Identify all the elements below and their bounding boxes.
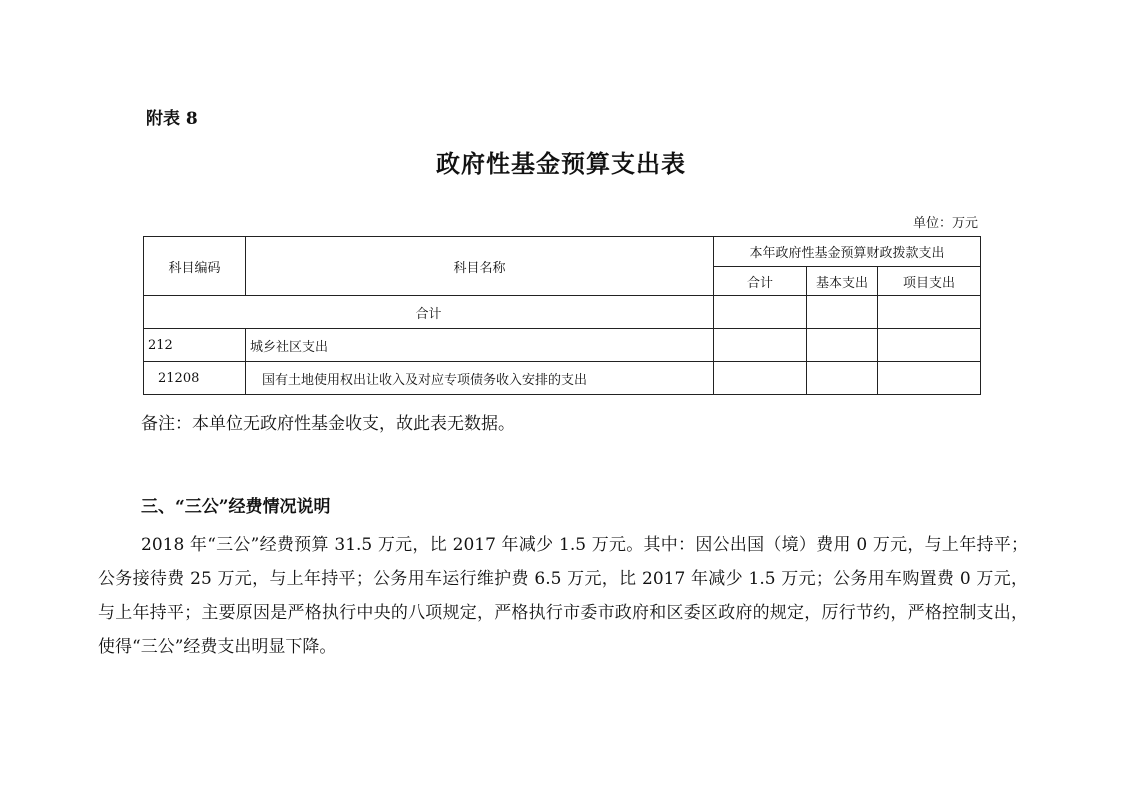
table-header-row bbox=[144, 237, 981, 267]
table-row-total bbox=[144, 296, 981, 329]
header-code: 科目编码 bbox=[144, 237, 246, 296]
section-heading: 三、“三公”经费情况说明 bbox=[141, 497, 331, 517]
row-name: 国有土地使用权出让收入及对应专项债务收入安排的支出 bbox=[246, 362, 714, 395]
header-basic: 基本支出 bbox=[807, 267, 878, 296]
unit-label: 单位：万元 bbox=[912, 216, 978, 231]
row-code: 212 bbox=[144, 329, 246, 362]
row-project bbox=[878, 329, 981, 362]
row-project bbox=[878, 362, 981, 395]
header-name: 科目名称 bbox=[246, 237, 714, 296]
total-row-basic bbox=[807, 296, 878, 329]
row-total bbox=[714, 329, 807, 362]
header-total: 合计 bbox=[714, 267, 807, 296]
table-row bbox=[144, 362, 981, 395]
header-project: 项目支出 bbox=[878, 267, 981, 296]
row-name: 城乡社区支出 bbox=[246, 329, 714, 362]
row-code: 21208 bbox=[144, 362, 246, 395]
budget-table bbox=[143, 236, 981, 395]
total-row-project bbox=[878, 296, 981, 329]
header-group: 本年政府性基金预算财政拨款支出 bbox=[714, 237, 981, 267]
row-basic bbox=[807, 329, 878, 362]
attachment-label: 附表 8 bbox=[146, 109, 198, 129]
total-row-label: 合计 bbox=[144, 296, 714, 329]
table-row bbox=[144, 329, 981, 362]
section-paragraph: 2018 年“三公”经费预算 31.5 万元，比 2017 年减少 1.5 万元。其中：因公出国（境）费用 0 万元，与上年持平；公务接待费 25 万元，与上年持平；公务用车运行维护费 6.5 万元，比 2017 年减少 1.5 万元；公务用车购置费 0 万元，与上年持平；主要原因是严格执行中央的八项规定，严格执行市委市政府和区委区政府的规定，厉行节约，严格控制支出，使得“三公”经费支出明显下降。 bbox=[98, 535, 1028, 657]
row-basic bbox=[807, 362, 878, 395]
row-total bbox=[714, 362, 807, 395]
remark-note: 备注：本单位无政府性基金收支，故此表无数据。 bbox=[141, 414, 515, 434]
total-row-total bbox=[714, 296, 807, 329]
document-title: 政府性基金预算支出表 bbox=[436, 149, 686, 178]
